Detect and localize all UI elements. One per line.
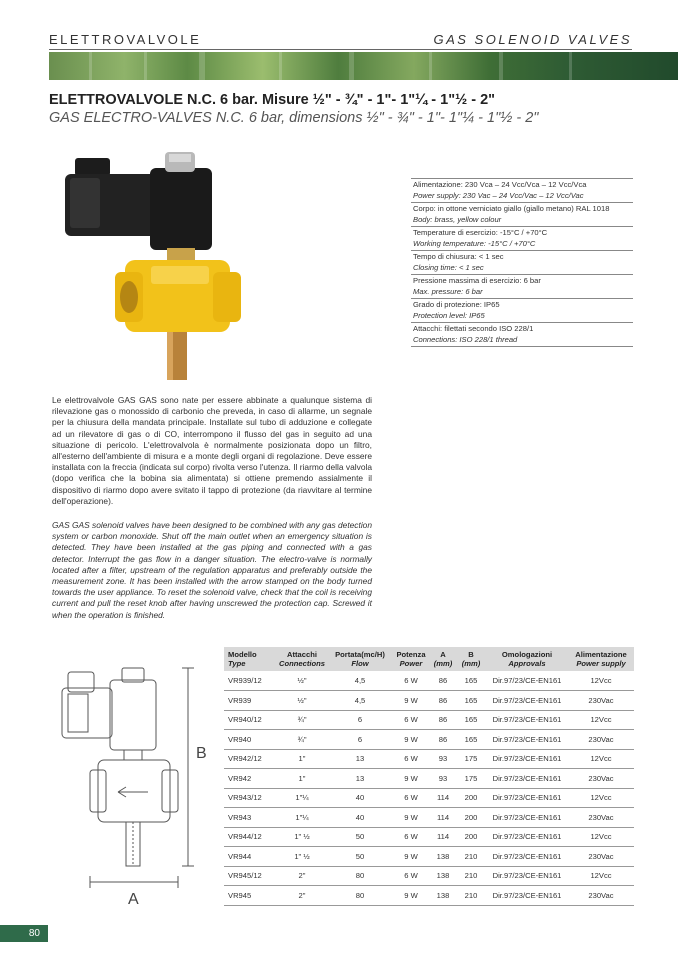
page-number: 80 [0,925,48,942]
dimension-label-a: A [128,891,139,908]
table-row [224,769,634,789]
table-row [224,827,634,847]
table-cell: VR943 [224,808,276,828]
column-header: Portata(mc/H) Flow [328,647,392,671]
table-cell: Dir.97/23/CE-EN161 [486,827,568,847]
table-cell: 230Vac [568,769,634,789]
table-cell: VR940 [224,730,276,750]
table-cell: 175 [456,769,486,789]
table-cell: 1" [276,769,328,789]
table-cell: 4,5 [328,691,392,711]
table-cell: 165 [456,730,486,750]
table-cell: 12Vcc [568,866,634,886]
models-table [224,647,634,906]
table-cell: 165 [456,710,486,730]
table-cell: VR945/12 [224,866,276,886]
column-header: B (mm) [456,647,486,671]
dimension-label-b: B [196,745,207,762]
table-cell: 1" ½ [276,827,328,847]
section-title-it: ELETTROVALVOLE [49,32,202,47]
table-cell: 138 [430,886,456,906]
header-band [49,52,678,80]
table-cell: 9 W [392,730,430,750]
table-cell: 210 [456,886,486,906]
table-cell: 40 [328,808,392,828]
table-cell: 40 [328,788,392,808]
table-cell: ½" [276,691,328,711]
table-cell: 114 [430,827,456,847]
table-cell: 86 [430,730,456,750]
table-cell: VR939/12 [224,671,276,691]
table-cell: 9 W [392,808,430,828]
section-title-en: GAS SOLENOID VALVES [433,32,632,47]
table-cell: 9 W [392,691,430,711]
table-cell: 12Vcc [568,710,634,730]
table-cell: 230Vac [568,691,634,711]
table-cell: 1" ½ [276,847,328,867]
table-cell: 230Vac [568,847,634,867]
column-header: Attacchi Connections [276,647,328,671]
table-cell: 200 [456,808,486,828]
table-cell: 50 [328,847,392,867]
table-cell: 12Vcc [568,749,634,769]
table-cell: VR942/12 [224,749,276,769]
table-cell: 165 [456,671,486,691]
header-divider [49,49,632,50]
table-cell: 9 W [392,769,430,789]
table-cell: ¾" [276,730,328,750]
description-en: GAS GAS solenoid valves have been designed to be combined with any gas detection system or carbon monoxide. Shut off the main outlet when an emergency situation is detected. They have been installed at the gas piping and connected with a gas detector. Interrupt the gas flow in a danger situation. The electro-valve is normally located after a filter, upstream of the regulation apparatus and preferably outside the measurement zone. It has been installed with the arrow stamped on the body turned towards the user appliance. To reset the solenoid valve, check that the coil is receiving current and pull the reset knob after having unscrewed the protection cap. Screwed it when the operation is finished. [52,520,372,620]
column-header: Alimentazione Power supply [568,647,634,671]
table-cell: Dir.97/23/CE-EN161 [486,671,568,691]
table-cell: 200 [456,788,486,808]
column-header: Potenza Power [392,647,430,671]
table-cell: VR945 [224,886,276,906]
table-row [224,847,634,867]
table-cell: 6 W [392,710,430,730]
table-cell: 50 [328,827,392,847]
table-cell: 1"¼ [276,808,328,828]
table-cell: 86 [430,710,456,730]
table-cell: 6 [328,730,392,750]
table-cell: ¾" [276,710,328,730]
table-cell: 13 [328,769,392,789]
table-cell: 6 W [392,671,430,691]
table-cell: 230Vac [568,808,634,828]
table-cell: Dir.97/23/CE-EN161 [486,886,568,906]
table-cell: 138 [430,866,456,886]
table-cell: 230Vac [568,886,634,906]
spec-item: Corpo: in ottone verniciato giallo (giallo metano) RAL 1018 Body: brass, yellow colour [411,203,633,227]
table-cell: 6 W [392,788,430,808]
column-header: Modello Type [224,647,276,671]
table-row [224,788,634,808]
product-photo [55,148,245,388]
table-cell: 200 [456,827,486,847]
table-row [224,730,634,750]
table-cell: 12Vcc [568,788,634,808]
table-cell: 114 [430,808,456,828]
table-cell: 6 W [392,827,430,847]
table-cell: VR939 [224,691,276,711]
table-cell: 80 [328,866,392,886]
product-title-en: GAS ELECTRO-VALVES N.C. 6 bar, dimensions ½" - ¾" - 1"- 1"¼ - 1"½ - 2" [49,110,539,126]
table-cell: 1" [276,749,328,769]
table-cell: 80 [328,886,392,906]
table-cell: Dir.97/23/CE-EN161 [486,788,568,808]
table-cell: VR940/12 [224,710,276,730]
table-row [224,886,634,906]
product-title-it: ELETTROVALVOLE N.C. 6 bar. Misure ½" - ¾" - 1"- 1"¼ - 1"½ - 2" [49,92,496,108]
table-cell: 9 W [392,847,430,867]
column-header: Omologazioni Approvals [486,647,568,671]
table-row [224,671,634,691]
table-cell: 2" [276,866,328,886]
table-cell: 210 [456,866,486,886]
table-cell: VR944/12 [224,827,276,847]
table-cell: ½" [276,671,328,691]
table-cell: Dir.97/23/CE-EN161 [486,808,568,828]
spec-item: Tempo di chiusura: < 1 sec Closing time: < 1 sec [411,251,633,275]
table-cell: 4,5 [328,671,392,691]
table-cell: 138 [430,847,456,867]
table-cell: 1"¼ [276,788,328,808]
table-cell: 210 [456,847,486,867]
table-row [224,691,634,711]
table-row [224,749,634,769]
table-cell: 12Vcc [568,827,634,847]
table-cell: Dir.97/23/CE-EN161 [486,866,568,886]
table-cell: 175 [456,749,486,769]
table-cell: VR943/12 [224,788,276,808]
spec-item: Pressione massima di esercizio: 6 bar Max. pressure: 6 bar [411,275,633,299]
table-cell: 165 [456,691,486,711]
table-header-row [224,647,634,671]
spec-item: Alimentazione: 230 Vca – 24 Vcc/Vca – 12 Vcc/Vca Power supply: 230 Vac – 24 Vcc/Vac – 12 Vcc/Vac [411,179,633,203]
column-header: A (mm) [430,647,456,671]
table-cell: 86 [430,671,456,691]
specs-list [411,178,633,347]
table-row [224,808,634,828]
table-cell: 6 W [392,749,430,769]
spec-item: Attacchi: filettati secondo ISO 228/1 Connections: ISO 228/1 thread [411,323,633,347]
description-it: Le elettrovalvole GAS GAS sono nate per essere abbinate a qualunque sistema di rilevazione gas o monossido di carbonio che preveda, in caso di allarme, un segnale per la chiusura della mandata principale. Installate sul tubo di adduzione e collegate ad un rilevatore di gas o di CO, interrompono il flusso del gas in seguito ad una situazione di pericolo. L'elettrovalvola è normalmente posizionata dopo un filtro, all'esterno dell'ambiente di misura e a monte degli organi di regolazione. Deve essere installata con la freccia (indicata sul corpo) rivolta verso l'utenza. Il riarmo della valvola (dopo verifica che la bobina sia alimentata) si ottiene premendo assialmente il dispositivo di riarmo dopo avere svitato il tappo di protezione (da riavvitare al termine dell'operazione). [52,395,372,506]
table-cell: 114 [430,788,456,808]
table-row [224,866,634,886]
table-cell: 2" [276,886,328,906]
table-cell: VR942 [224,769,276,789]
table-cell: Dir.97/23/CE-EN161 [486,847,568,867]
table-cell: 93 [430,769,456,789]
technical-drawing [60,660,220,910]
table-cell: Dir.97/23/CE-EN161 [486,691,568,711]
table-cell: 93 [430,749,456,769]
table-cell: 230Vac [568,730,634,750]
table-cell: 9 W [392,886,430,906]
table-cell: Dir.97/23/CE-EN161 [486,769,568,789]
table-row [224,710,634,730]
table-cell: 6 [328,710,392,730]
table-cell: 86 [430,691,456,711]
spec-item: Temperature di esercizio: -15°C / +70°C Working temperature: -15°C / +70°C [411,227,633,251]
table-cell: Dir.97/23/CE-EN161 [486,749,568,769]
table-cell: 12Vcc [568,671,634,691]
table-cell: VR944 [224,847,276,867]
table-cell: Dir.97/23/CE-EN161 [486,730,568,750]
table-cell: 13 [328,749,392,769]
table-cell: 6 W [392,866,430,886]
table-cell: Dir.97/23/CE-EN161 [486,710,568,730]
spec-item: Grado di protezione: IP65 Protection level: IP65 [411,299,633,323]
